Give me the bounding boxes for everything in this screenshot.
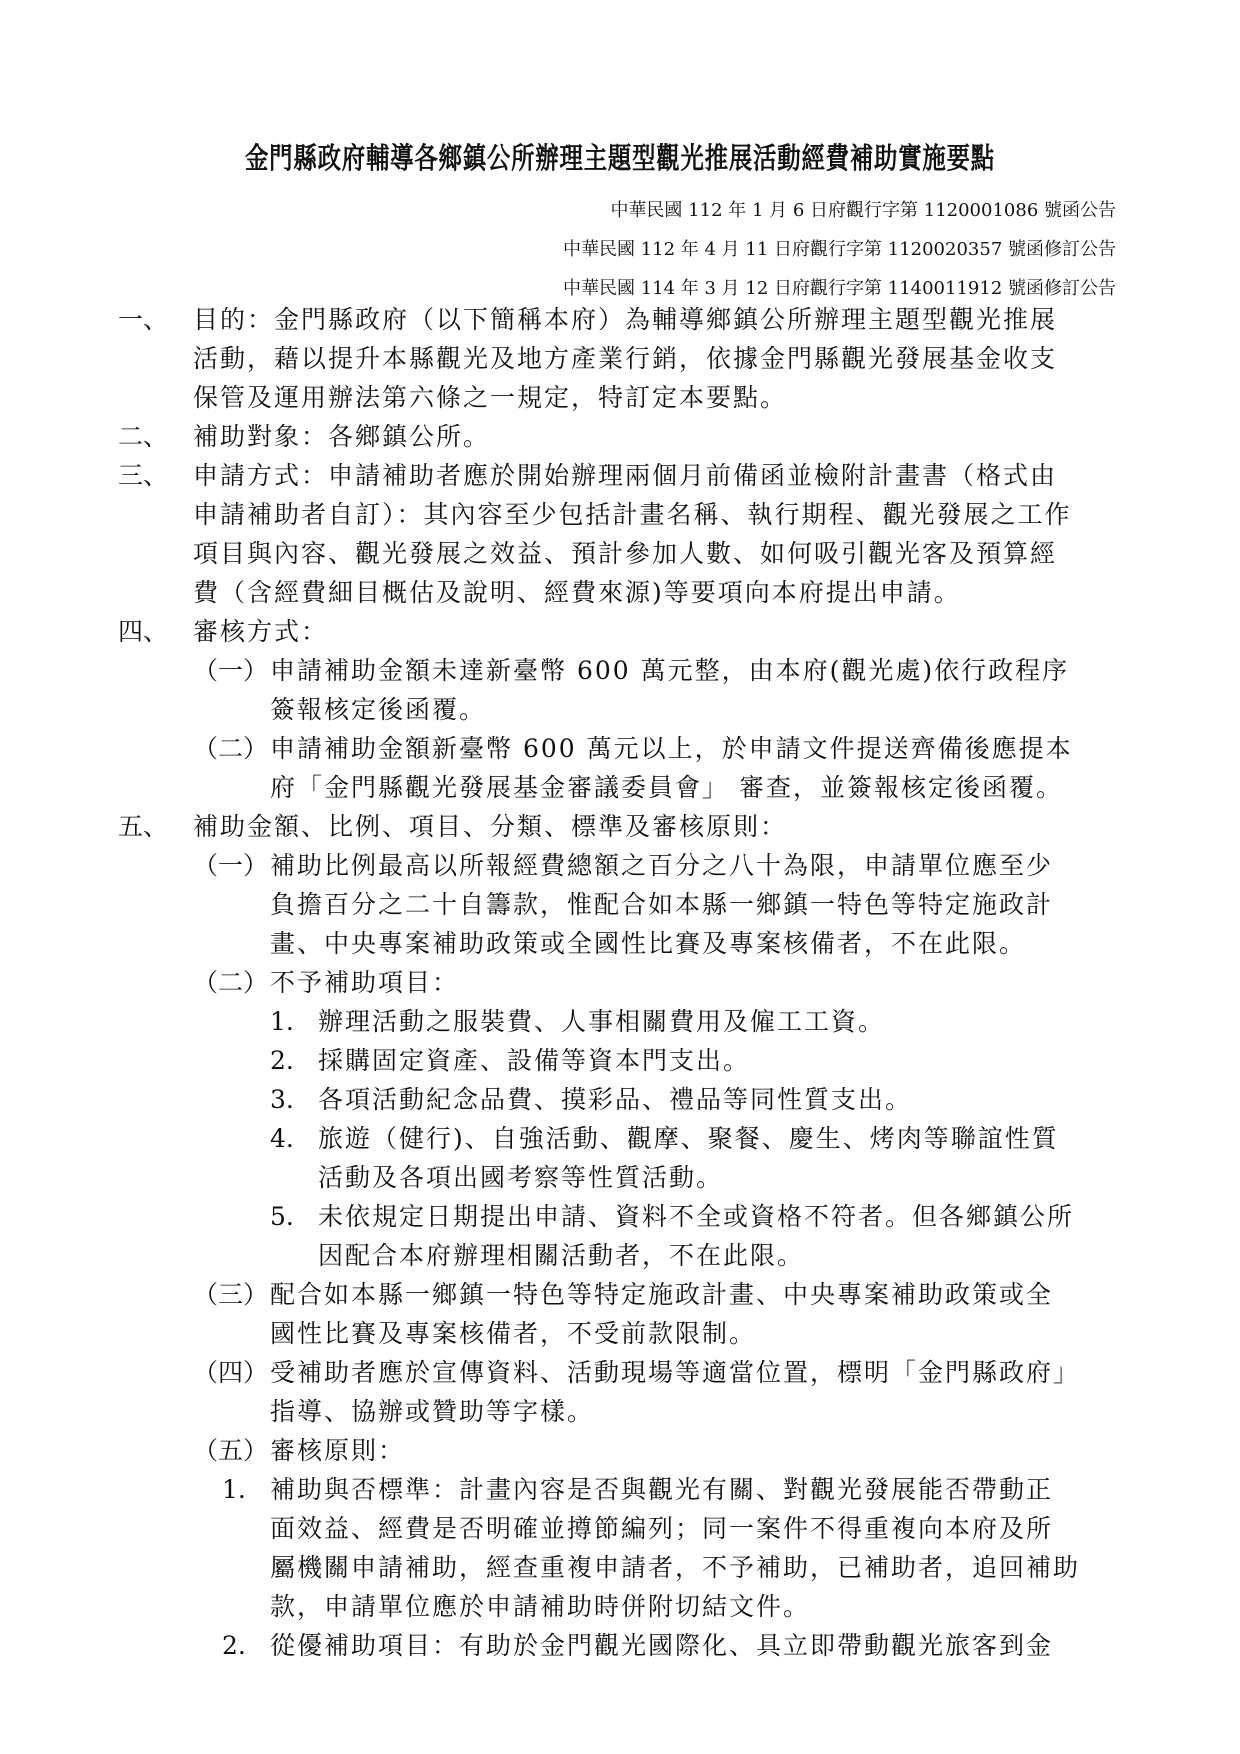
section-5-item-3-line-2: 國性比賽及專案核備者，不受前款限制。	[270, 1319, 757, 1348]
section-5-item-5-marker: （五）	[193, 1436, 269, 1465]
section-5-item-2-sub-4-line-2: 活動及各項出國考察等性質活動。	[318, 1163, 724, 1192]
section-5-item-2-marker: （二）	[193, 968, 269, 997]
document-title: 金門縣政府輔導各鄉鎮公所辦理主題型觀光推展活動經費補助實施要點	[244, 141, 995, 175]
section-5-item-3-marker: （三）	[193, 1280, 269, 1309]
announcement-line-1: 中華民國 112 年 1 月 6 日府觀行字第 1120001086 號函公告	[610, 200, 1116, 221]
section-5-line-1: 補助金額、比例、項目、分類、標準及審核原則：	[193, 812, 788, 841]
section-3-line-4: 費（含經費細目概估及說明、經費來源)等要項向本府提出申請。	[193, 578, 961, 607]
section-5-item-2-sub-3-line-1: 各項活動紀念品費、摸彩品、禮品等同性質支出。	[318, 1085, 913, 1114]
section-5-item-1-marker: （一）	[193, 851, 269, 880]
section-5-item-2-sub-4-line-1: 旅遊（健行)、自強活動、觀摩、聚餐、慶生、烤肉等聯誼性質	[318, 1124, 1059, 1153]
section-1-line-1: 目的：金門縣政府（以下簡稱本府）為輔導鄉鎮公所辦理主題型觀光推展	[193, 305, 1058, 334]
section-5-item-5-sub-1-marker: 1.	[222, 1475, 246, 1504]
section-4-marker: 四、	[118, 617, 169, 646]
section-5-item-2-sub-5-line-2: 因配合本府辦理相關活動者，不在此限。	[318, 1241, 805, 1270]
section-5-item-5-sub-1-line-2: 面效益、經費是否明確並撙節編列；同一案件不得重複向本府及所	[270, 1514, 1054, 1543]
section-4-item-1-marker: （一）	[193, 656, 269, 685]
section-2-marker: 二、	[118, 422, 169, 451]
announcement-line-3: 中華民國 114 年 3 月 12 日府觀行字第 1140011912 號函修訂公告	[562, 278, 1116, 299]
section-5-item-5-sub-1-line-1: 補助與否標準：計畫內容是否與觀光有關、對觀光發展能否帶動正	[270, 1475, 1054, 1504]
section-4-line-1: 審核方式：	[193, 617, 329, 646]
section-5-marker: 五、	[118, 812, 169, 841]
section-4-item-2-line-1: 申請補助金額新臺幣 600 萬元以上，於申請文件提送齊備後應提本	[270, 734, 1073, 763]
section-5-item-2-line-1: 不予補助項目：	[270, 968, 460, 997]
section-1-line-3: 保管及運用辦法第六條之一規定，特訂定本要點。	[193, 383, 788, 412]
section-5-item-2-sub-2-line-1: 採購固定資產、設備等資本門支出。	[318, 1046, 751, 1075]
section-5-item-2-sub-1-marker: 1.	[270, 1007, 294, 1036]
section-3-marker: 三、	[118, 461, 169, 490]
section-5-item-5-sub-2-marker: 2.	[222, 1631, 246, 1660]
section-2-line-1: 補助對象：各鄉鎮公所。	[193, 422, 491, 451]
section-4-item-1-line-1: 申請補助金額未達新臺幣 600 萬元整，由本府(觀光處)依行政程序	[270, 656, 1070, 685]
section-5-item-2-sub-4-marker: 4.	[270, 1124, 294, 1153]
section-5-item-2-sub-1-line-1: 辦理活動之服裝費、人事相關費用及僱工工資。	[318, 1007, 886, 1036]
section-1-line-2: 活動，藉以提升本縣觀光及地方產業行銷，依據金門縣觀光發展基金收支	[193, 344, 1058, 373]
section-5-item-2-sub-5-marker: 5.	[270, 1202, 294, 1231]
section-4-item-1-line-2: 簽報核定後函覆。	[270, 695, 487, 724]
section-5-item-2-sub-2-marker: 2.	[270, 1046, 294, 1075]
section-1-marker: 一、	[118, 305, 169, 334]
section-4-item-2-marker: （二）	[193, 734, 269, 763]
section-5-item-1-line-1: 補助比例最高以所報經費總額之百分之八十為限，申請單位應至少	[270, 851, 1054, 880]
section-5-item-5-line-1: 審核原則：	[270, 1436, 406, 1465]
section-5-item-2-sub-5-line-1: 未依規定日期提出申請、資料不全或資格不符者。但各鄉鎮公所	[318, 1202, 1075, 1231]
section-3-line-1: 申請方式：申請補助者應於開始辦理兩個月前備函並檢附計畫書（格式由	[193, 461, 1058, 490]
section-5-item-2-sub-3-marker: 3.	[270, 1085, 294, 1114]
section-5-item-1-line-2: 負擔百分之二十自籌款，惟配合如本縣一鄉鎮一特色等特定施政計	[270, 890, 1054, 919]
section-5-item-4-marker: （四）	[193, 1358, 269, 1387]
section-5-item-5-sub-1-line-3: 屬機關申請補助，經查重複申請者，不予補助，已補助者，追回補助	[270, 1553, 1081, 1582]
section-4-item-2-line-2: 府「金門縣觀光發展基金審議委員會」 審查，並簽報核定後函覆。	[270, 773, 1063, 802]
section-5-item-5-sub-1-line-4: 款，申請單位應於申請補助時併附切結文件。	[270, 1592, 811, 1621]
announcement-line-2: 中華民國 112 年 4 月 11 日府觀行字第 1120020357 號函修訂公告	[562, 239, 1116, 260]
section-5-item-5-sub-2-line-1: 從優補助項目：有助於金門觀光國際化、具立即帶動觀光旅客到金	[270, 1631, 1054, 1660]
section-5-item-4-line-2: 指導、協辦或贊助等字樣。	[270, 1397, 595, 1426]
section-5-item-4-line-1: 受補助者應於宣傳資料、活動現場等適當位置，標明「金門縣政府」	[270, 1358, 1081, 1387]
section-5-item-3-line-1: 配合如本縣一鄉鎮一特色等特定施政計畫、中央專案補助政策或全	[270, 1280, 1054, 1309]
section-3-line-3: 項目與內容、觀光發展之效益、預計參加人數、如何吸引觀光客及預算經	[193, 539, 1058, 568]
section-3-line-2: 申請補助者自訂）：其內容至少包括計畫名稱、執行期程、觀光發展之工作	[193, 500, 1072, 529]
section-5-item-1-line-3: 畫、中央專案補助政策或全國性比賽及專案核備者，不在此限。	[270, 929, 1027, 958]
